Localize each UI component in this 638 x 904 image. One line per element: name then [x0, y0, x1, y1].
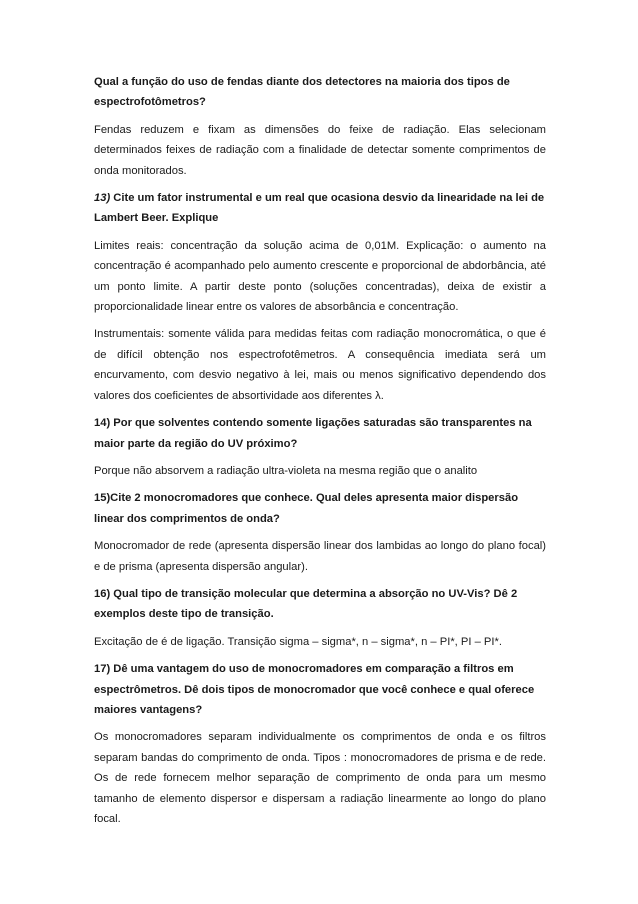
answer-paragraph: Monocromador de rede (apresenta dispersão linear dos lambidas ao longo do plano focal) e de prisma (apresenta dispersão angular). — [94, 540, 546, 573]
answer-paragraph: Porque não absorvem a radiação ultra-violeta na mesma região que o analito — [94, 464, 478, 477]
answer-paragraph: Fendas reduzem e fixam as dimensões do feixe de radiação. Elas selecionam determinados feixes de radiação com a finalidade de detectar somente comprimentos de onda monitorados. — [94, 123, 546, 177]
question-number: 13) — [94, 192, 111, 205]
question-13-paragraph: 13) Cite um fator instrumental e um real que ocasiona desvio da linearidade na lei de Lambert Beer. Explique — [94, 192, 545, 225]
answer-paragraph: Excitação de é de ligação. Transição sigma – sigma*, n – sigma*, n – PI*, PI – PI*. — [94, 635, 502, 648]
question-17-paragraph: 17) Dê uma vantagem do uso de monocromadores em comparação a filtros em espectrômetros. Dê dois tipos de monocromador que você conhece e qual oferece maiores vantagens? — [94, 663, 535, 716]
question-paragraph: Qual a função do uso de fendas diante dos detectores na maioria dos tipos de espectrofotômetros? — [94, 76, 510, 109]
question-16-paragraph: 16) Qual tipo de transição molecular que determina a absorção no UV-Vis? Dê 2 exemplos deste tipo de transição. — [94, 587, 518, 621]
question-14-paragraph: 14) Por que solventes contendo somente ligações saturadas são transparentes na maior parte da região do UV próximo? — [94, 417, 532, 450]
answer-paragraph: Instrumentais: somente válida para medidas feitas com radiação monocromática, o que é de difícil obtenção nos espectrofotêmetros. A consequência imediata será um encurvamento, com desvio negativo à lei, mais ou menos significativo dependendo dos valores dos coeficientes de absortividade aos diferentes λ. — [94, 328, 546, 402]
question-15-paragraph: 15)Cite 2 monocromadores que conhece. Qual deles apresenta maior dispersão linear dos comprimentos de onda? — [94, 492, 519, 525]
answer-paragraph: Limites reais: concentração da solução acima de 0,01M. Explicação: o aumento na concentração é acompanhado pelo aumento crescente e proporcional de abdorbância, até um ponto limite. A partir deste ponto (soluções concentradas), deixa de existir a proporcionalidade linear entre os valores de absorbância e concentração. — [94, 239, 546, 314]
answer-paragraph: Os monocromadores separam individualmente os comprimentos de onda e os filtros separam bandas do comprimento de onda. Tipos : monocromadores de prisma e de rede. Os de rede fornecem melhor separação de comprimento de onda para um mesmo tamanho de elemento dispersor e dispersam a radiação linearmente ao longo do plano focal. — [94, 731, 546, 825]
